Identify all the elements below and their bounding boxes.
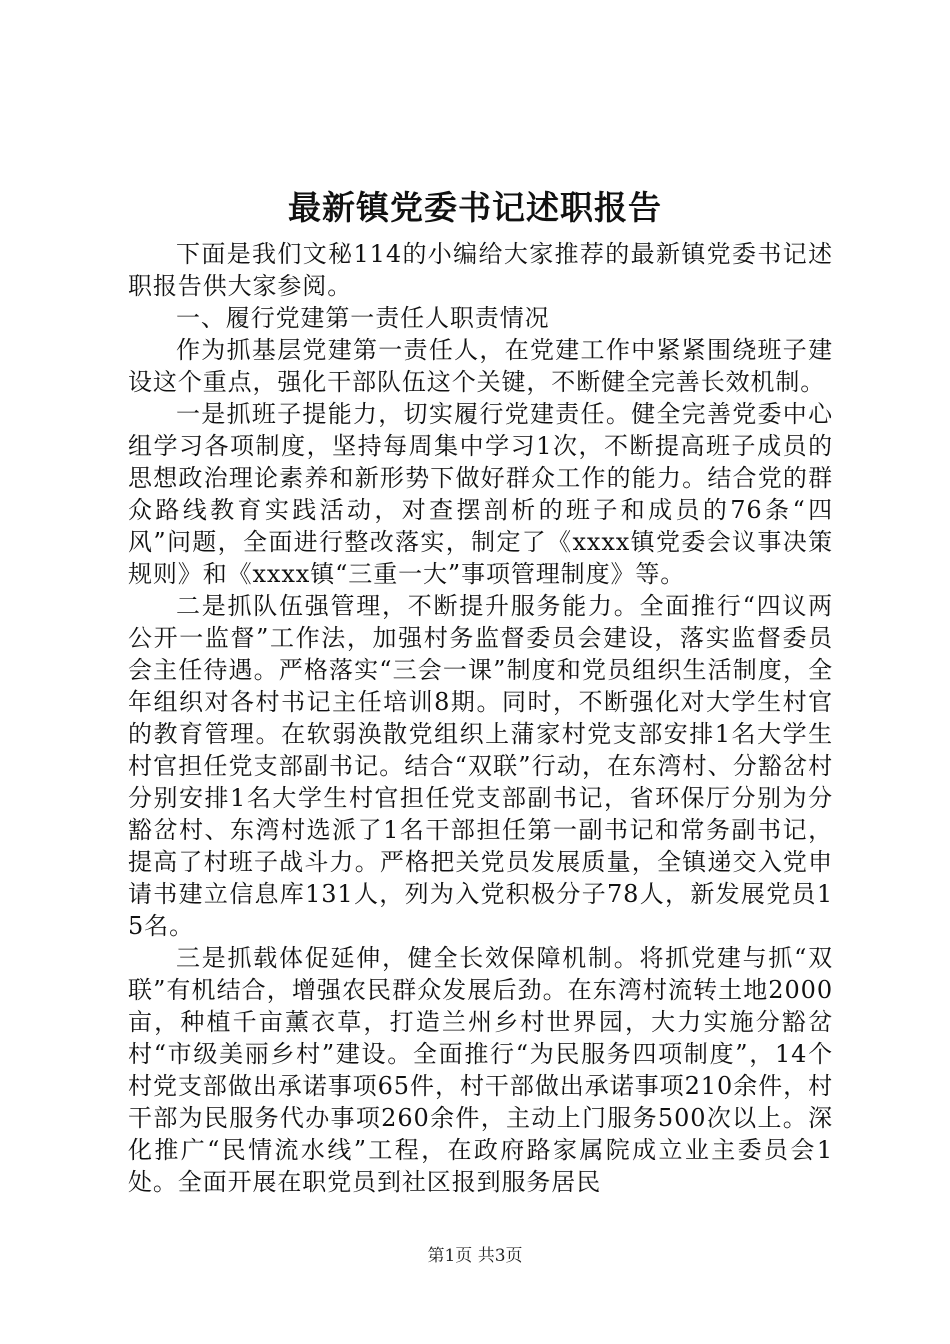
document-body: [128, 238, 833, 1198]
point-two-paragraph: 二是抓队伍强管理，不断提升服务能力。全面推行“四议两公开一监督”工作法，加强村务监督委员会建设，落实监督委员会主任待遇。严格落实“三会一课”制度和党员组织生活制度，全年组织对各村书记主任培训8期。同时，不断强化对大学生村官的教育管理。在软弱涣散党组织上蒲家村党支部安排1名大学生村官担任党支部副书记。结合“双联”行动，在东湾村、分豁岔村分别安排1名大学生村官担任党支部副书记，省环保厅分别为分豁岔村、东湾村选派了1名干部担任第一副书记和常务副书记，提高了村班子战斗力。严格把关党员发展质量，全镇递交入党申请书建立信息库131人，列为入党积极分子78人，新发展党员15名。: [128, 592, 833, 940]
point-one-paragraph: 一是抓班子提能力，切实履行党建责任。健全完善党委中心组学习各项制度，坚持每周集中学习1次，不断提高班子成员的思想政治理论素养和新形势下做好群众工作的能力。结合党的群众路线教育实践活动，对查摆剖析的班子和成员的76条“四风”问题，全面进行整改落实，制定了《xxxx镇党委会议事决策规则》和《xxxx镇“三重一大”事项管理制度》等。: [128, 400, 833, 588]
section-heading: 一、履行党建第一责任人职责情况: [176, 304, 550, 332]
section-intro-paragraph: 作为抓基层党建第一责任人，在党建工作中紧紧围绕班子建设这个重点，强化干部队伍这个关键，不断健全完善长效机制。: [128, 336, 833, 396]
page-footer: 第1页 共3页: [427, 1246, 523, 1266]
intro-paragraph: 下面是我们文秘114的小编给大家推荐的最新镇党委书记述职报告供大家参阅。: [128, 240, 833, 300]
point-three-paragraph: 三是抓载体促延伸，健全长效保障机制。将抓党建与抓“双联”有机结合，增强农民群众发展后劲。在东湾村流转土地2000亩，种植千亩薰衣草，打造兰州乡村世界园，大力实施分豁岔村“市级美丽乡村”建设。全面推行“为民服务四项制度”，14个村党支部做出承诺事项65件，村干部做出承诺事项210余件，村干部为民服务代办事项260余件，主动上门服务500次以上。深化推广“民情流水线”工程，在政府路家属院成立业主委员会1处。全面开展在职党员到社区报到服务居民: [128, 944, 833, 1196]
document-title: 最新镇党委书记述职报告: [288, 188, 662, 227]
